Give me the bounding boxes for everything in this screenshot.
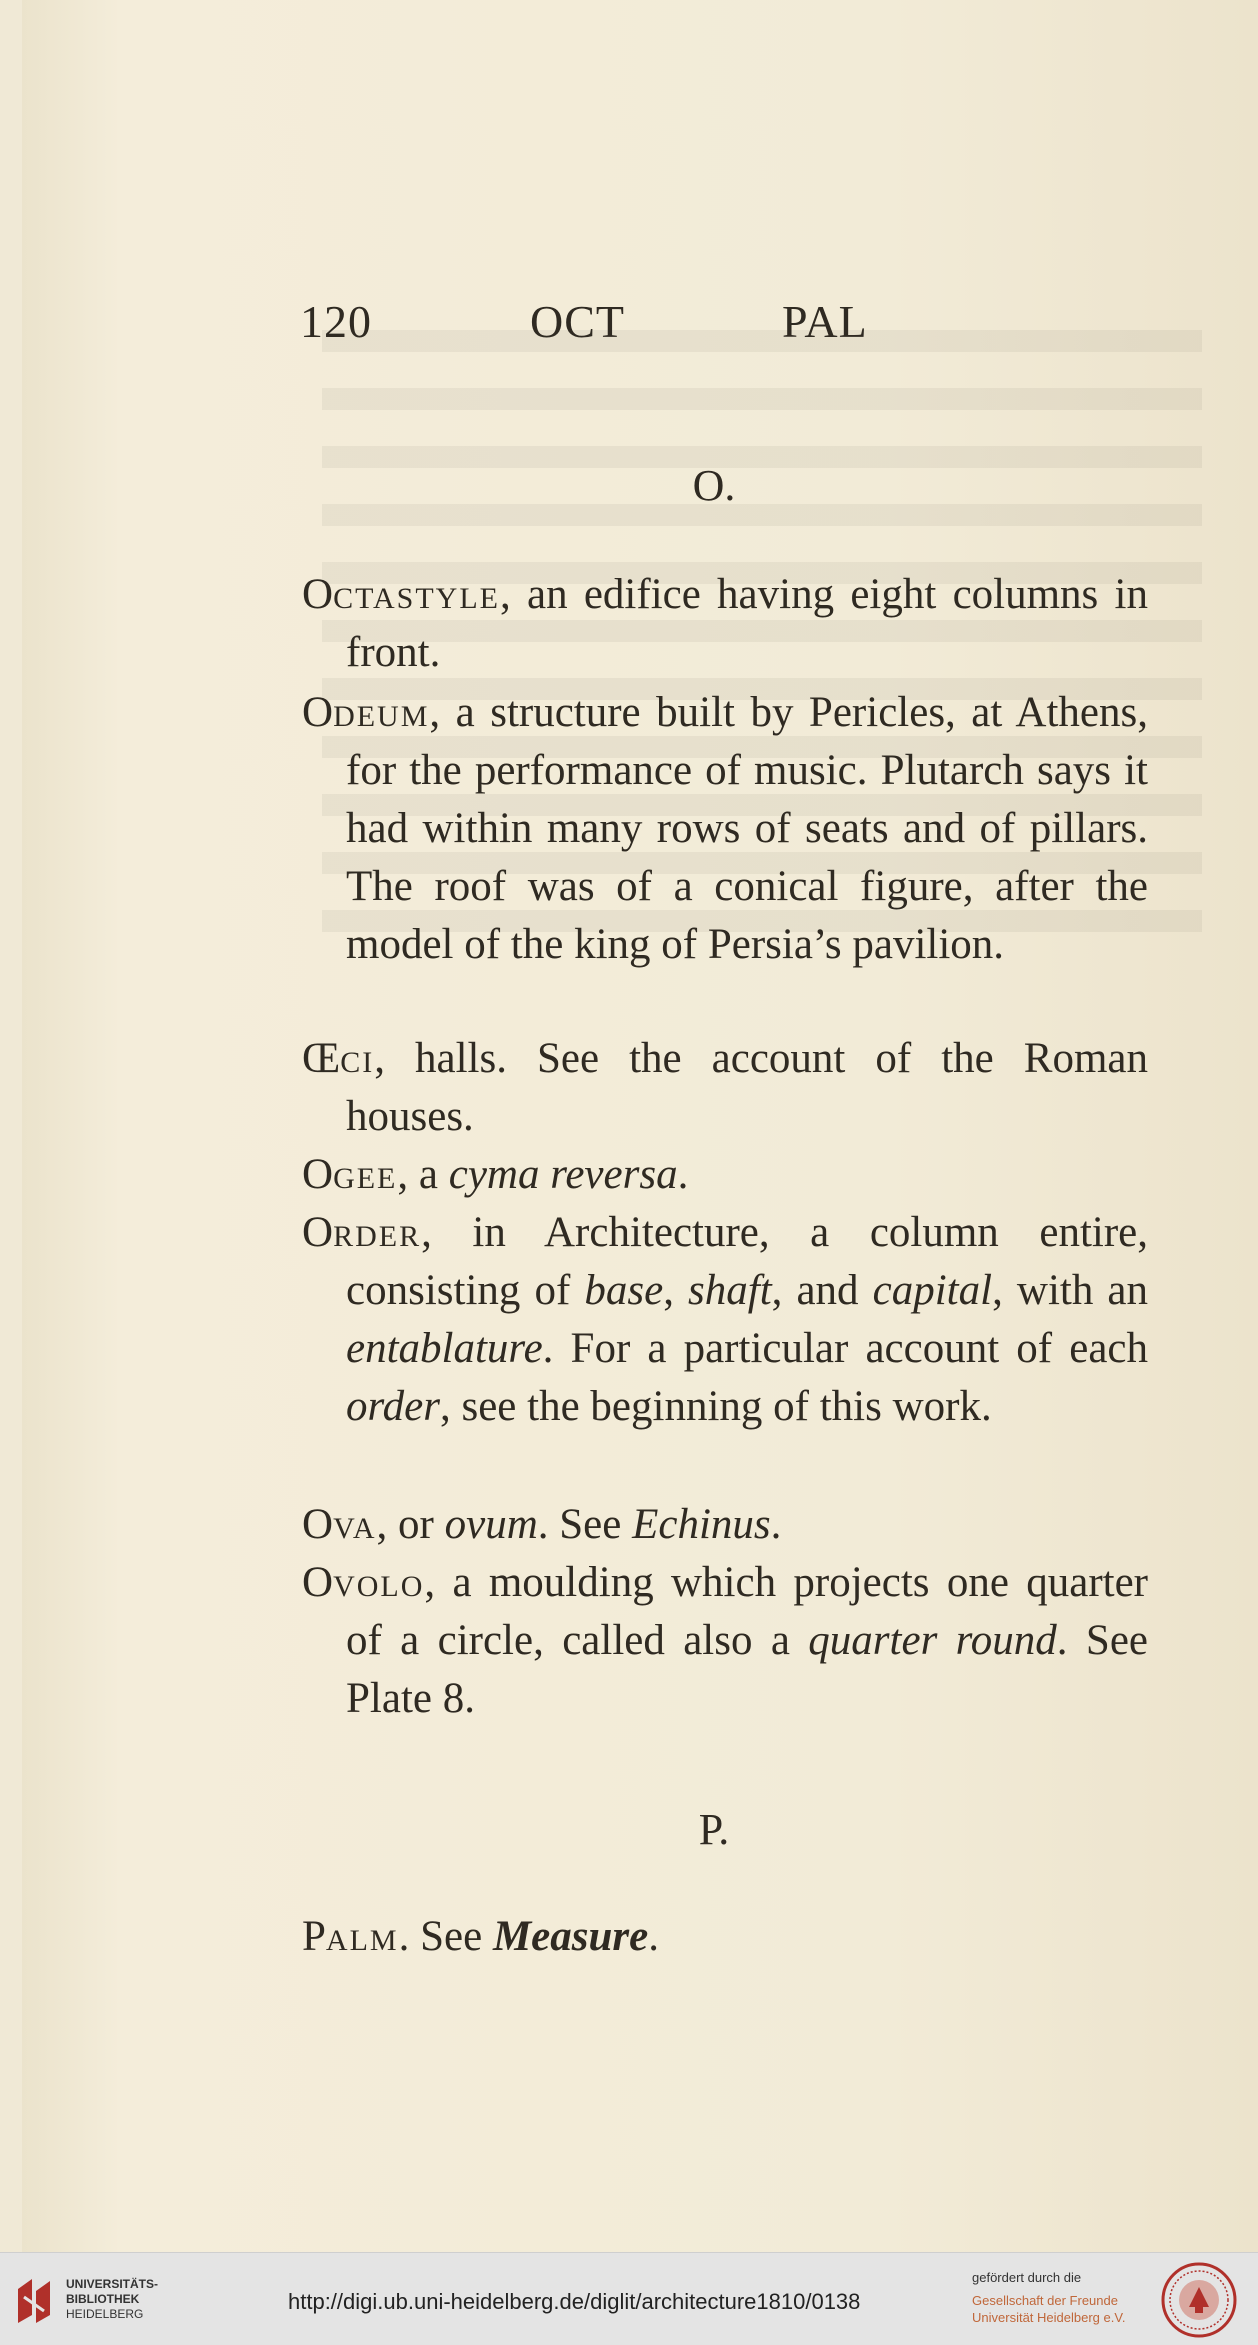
- header-left-word: OCT: [530, 296, 625, 347]
- entry-ova: Ova, or ovum. See Echinus.: [302, 1501, 782, 1548]
- entry-term: Ovolo: [302, 1559, 425, 1606]
- section-heading-p: P.: [698, 1805, 730, 1854]
- section-heading-o: O.: [692, 461, 736, 510]
- entry-palm: Palm. See Measure.: [302, 1913, 659, 1960]
- entry-term: Œci: [302, 1035, 375, 1082]
- entry-term: Order: [302, 1209, 422, 1256]
- entry-term: Octastyle: [302, 571, 500, 618]
- society-name: Gesellschaft der Freunde Universität Heidelberg e.V.: [972, 2293, 1126, 2325]
- entry-term: Ogee: [302, 1151, 398, 1198]
- university-seal-icon[interactable]: [1160, 2261, 1238, 2339]
- entry-ogee: Ogee, a cyma reversa.: [302, 1151, 689, 1198]
- entry-ovolo: Ovolo, a moulding which projects one quarter of a circle, called also a quarter round. See Plate 8.: [302, 1559, 1148, 1722]
- permalink-url[interactable]: http://digi.ub.uni-heidelberg.de/diglit/architecture1810/0138: [288, 2289, 861, 2314]
- entry-term: Palm: [302, 1913, 399, 1960]
- entry-term: Odeum: [302, 689, 430, 736]
- entry-order: Order, in Architecture, a column entire, consisting of base, shaft, and capital, with an entablature. For a particular account of each order, see the beginning of this work.: [302, 1209, 1148, 1430]
- library-logo-icon[interactable]: [12, 2275, 54, 2327]
- page-number: 120: [300, 296, 372, 347]
- entry-odeum: Odeum, a structure built by Pericles, at Athens, for the performance of music. Plutarch says it had within many rows of seats and of pillars. The roof was of a conical figure, after the model of the king of Persia’s pavilion.: [302, 689, 1148, 968]
- digitization-footer: [0, 2252, 1258, 2345]
- entry-oeci: Œci, halls. See the account of the Roman houses.: [302, 1035, 1148, 1140]
- running-header: [300, 292, 900, 352]
- library-name[interactable]: UNIVERSITÄTS- BIBLIOTHEK HEIDELBERG: [66, 2277, 159, 2321]
- sponsor-credit[interactable]: gefördert durch die Gesellschaft der Freunde Universität Heidelberg e.V.: [972, 2269, 1152, 2326]
- header-right-word: PAL: [782, 296, 868, 347]
- entry-term: Ova: [302, 1501, 377, 1548]
- entry-octastyle: Octastyle, an edifice having eight columns in front.: [302, 571, 1148, 676]
